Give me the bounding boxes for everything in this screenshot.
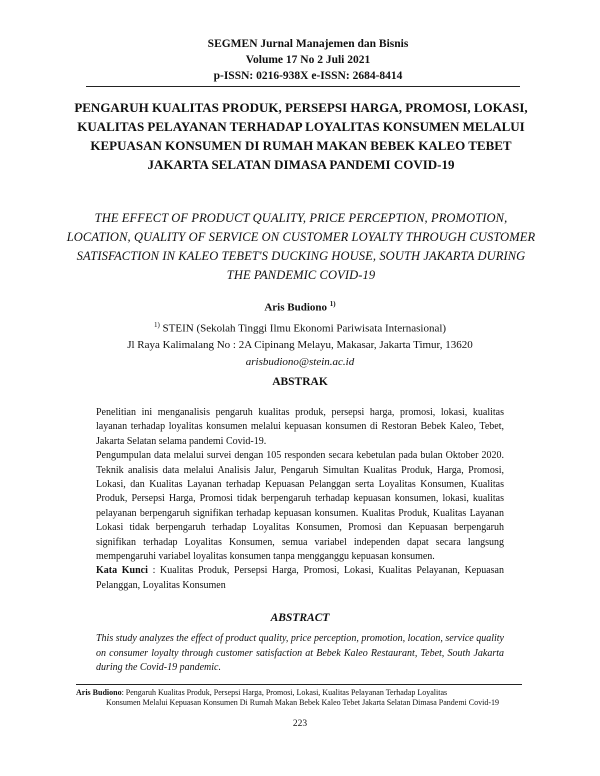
paper-title-english: THE EFFECT OF PRODUCT QUALITY, PRICE PERCEPTION, PROMOTION, LOCATION, QUALITY OF SERVICE ON CUSTOMER LOYALTY THROUGH CUSTOMER SATISFACTION IN KALEO TEBET'S DUCKING HOUSE, SOUTH JAKARTA DURING THE PANDEMIC COVID-19	[66, 211, 536, 282]
abstract-paragraph-1: This study analyzes the effect of product quality, price perception, promotion, location, service quality on consumer loyalty through customer satisfaction at Bebek Kaleo Restaurant, Tebet, South Jakarta during the Covid-19 pandemic.	[96, 633, 504, 673]
author-address: Jl Raya Kalimalang No : 2A Cipinang Melayu, Makasar, Jakarta Timur, 13620	[127, 339, 473, 352]
keywords-label: Kata Kunci	[96, 565, 148, 577]
page-number: 223	[292, 719, 308, 729]
affiliation-sup: 1)	[153, 320, 160, 329]
footnote-author: Aris Budiono	[76, 688, 122, 697]
footnote-line-2: Konsumen Melalui Kepuasan Konsumen Di Rumah Makan Bebek Kaleo Tebet Jakarta Selatan Dimasa Pandemi Covid-19	[106, 698, 499, 707]
journal-name: SEGMEN Jurnal Manajemen dan Bisnis	[207, 38, 409, 50]
footnote-rule	[76, 684, 522, 685]
header-rule	[86, 86, 520, 87]
affiliation: STEIN (Sekolah Tinggi Ilmu Ekonomi Pariwisata Internasional)	[162, 322, 447, 335]
author-name: Aris Budiono	[264, 301, 328, 314]
abstrak-paragraph-1: Penelitian ini menganalisis pengaruh kualitas produk, persepsi harga, promosi, lokasi, kualitas layanan terhadap loyalitas konsumen melalui kepuasan konsumen di Restoran Bebek Kaleo, Tebet, Jakarta Selatan selama pandemi Covid-19.	[96, 407, 504, 447]
author-line	[0, 296, 600, 317]
paper-title-indonesian: PENGARUH KUALITAS PRODUK, PERSEPSI HARGA, PROMOSI, LOKASI, KUALITAS PELAYANAN TERHADAP LOYALITAS KONSUMEN MELALUI KEPUASAN KONSUMEN DI RUMAH MAKAN BEBEK KALEO TEBET JAKARTA SELATAN DIMASA PANDEMI COVID-19	[74, 100, 528, 172]
footnote-line-1: : Pengaruh Kualitas Produk, Persepsi Harga, Promosi, Lokasi, Kualitas Pelayanan Terhadap Loyalitas	[121, 688, 448, 697]
author-email[interactable]: arisbudiono@stein.ac.id	[245, 356, 355, 369]
abstrak-paragraph-2: Pengumpulan data melalui survei dengan 105 responden secara kebetulan pada bulan Oktober 2020. Teknik analisis data melalui Analisis Jalur, Pengaruh Simultan Kualitas Produk, Harga, Promosi, Lokasi, dan Kualitas Layanan terhadap Kepuasan Pelanggan serta Loyalitas Konsumen, Kualitas Produk, Persepsi Harga, Promosi tidak berpengaruh terhadap kepuasan konsumen, lokasi, kualitas pelayanan berpengaruh signifikan terhadap kepuasan konsumen. Kualitas Produk, Kualitas Layanan Lokasi tidak berpengaruh terhadap Loyalitas Konsumen, Promosi dan Kepuasan berpengaruh signifikan terhadap Loyalitas Konsumen, semua variabel independen dapat secara langsung mempengaruhi variabel loyalitas konsumen tanpa mengganggu kepuasan konsumen.	[96, 450, 504, 563]
footnote	[76, 688, 522, 708]
abstrak-body	[96, 406, 504, 593]
author-block	[0, 296, 600, 371]
abstrak-heading: ABSTRAK	[272, 376, 328, 388]
abstract-body	[96, 632, 504, 676]
journal-header	[0, 36, 600, 84]
abstrak-keywords	[96, 564, 504, 593]
abstract-heading: ABSTRACT	[270, 612, 330, 624]
journal-volume: Volume 17 No 2 Juli 2021	[245, 54, 371, 66]
affiliation-line	[0, 317, 600, 338]
journal-issn: p-ISSN: 0216-938X e-ISSN: 2684-8414	[213, 70, 403, 82]
author-sup: 1)	[329, 300, 336, 308]
keywords-text: : Kualitas Produk, Persepsi Harga, Promosi, Lokasi, Kualitas Pelayanan, Kepuasan Pelanggan, Loyalitas Konsumen	[96, 565, 504, 591]
